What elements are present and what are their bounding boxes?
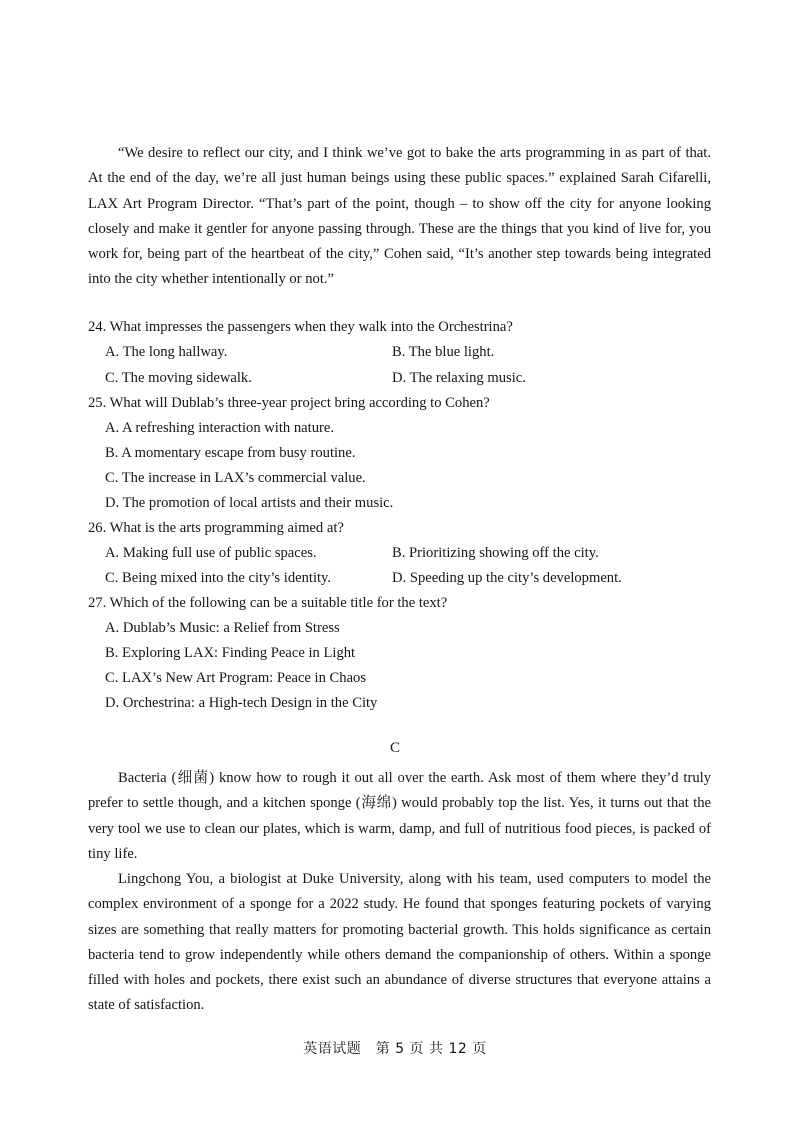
q24-option-a: A. The long hallway. — [105, 344, 228, 360]
q26-option-b: B. Prioritizing showing off the city. — [392, 545, 599, 561]
passage-text: “We desire to reflect our city, and I think we’ve got to bake the arts programming in as part of that. At the end of the day, we’re all just human beings using these public spaces.” explained Sarah Cifarelli, LAX Art Program Director. “That’s part of the point, though – to show off the city for anyone looking closely and make it gentler for anyone passing through. These are the things that you kind of live for, you work for, being part of the heartbeat of the city,” Cohen said, “It’s another step towards being integrated into the city whether intentionally or not.” — [88, 145, 711, 288]
page-footer: 英语试题 第 5 页 共 12 页 — [303, 1041, 487, 1057]
q26-option-a: A. Making full use of public spaces. — [105, 545, 317, 561]
q25-option-a: A. A refreshing interaction with nature. — [105, 420, 334, 436]
section-c-paragraph-2 — [88, 867, 711, 1019]
section-c-paragraph-1 — [88, 766, 711, 867]
passage-paragraph — [88, 141, 711, 293]
paragraph-text: Bacteria (细菌) know how to rough it out all over the earth. Ask most of them where they’d truly prefer to settle though, and a kitchen sponge (海绵) would probably top the list. Yes, it turns out that the very tool we use to clean our plates, which is warm, damp, and full of nutritious food pieces, is packed of tiny life. — [88, 770, 711, 862]
question-24: 24. What impresses the passengers when they walk into the Orchestrina? — [88, 319, 513, 335]
question-25: 25. What will Dublab’s three-year project bring according to Cohen? — [88, 395, 490, 411]
q27-option-a: A. Dublab’s Music: a Relief from Stress — [105, 620, 340, 636]
q25-option-d: D. The promotion of local artists and their music. — [105, 495, 394, 511]
q27-option-d: D. Orchestrina: a High-tech Design in the City — [105, 695, 378, 711]
q27-option-b: B. Exploring LAX: Finding Peace in Light — [105, 645, 356, 661]
q24-option-c: C. The moving sidewalk. — [105, 370, 252, 386]
q25-option-b: B. A momentary escape from busy routine. — [105, 445, 356, 461]
q26-option-c: C. Being mixed into the city’s identity. — [105, 570, 332, 586]
q26-option-d: D. Speeding up the city’s development. — [392, 570, 622, 586]
question-27: 27. Which of the following can be a suitable title for the text? — [88, 595, 448, 611]
paragraph-text: Lingchong You, a biologist at Duke University, along with his team, used computers to model the complex environment of a sponge for a 2022 study. He found that sponges featuring pockets of varying sizes are something that really matters for promoting bacterial growth. This holds significance as certain bacteria tend to grow independently while others demand the companionship of others. Within a sponge filled with holes and pockets, there exist such an abundance of diverse structures that everyone attains a state of satisfaction. — [88, 871, 711, 1014]
q24-option-b: B. The blue light. — [392, 344, 495, 360]
q24-option-d: D. The relaxing music. — [392, 370, 526, 386]
question-26: 26. What is the arts programming aimed at? — [88, 520, 344, 536]
q25-option-c: C. The increase in LAX’s commercial value. — [105, 470, 366, 486]
section-c-heading: C — [389, 740, 400, 756]
q27-option-c: C. LAX’s New Art Program: Peace in Chaos — [105, 670, 367, 686]
